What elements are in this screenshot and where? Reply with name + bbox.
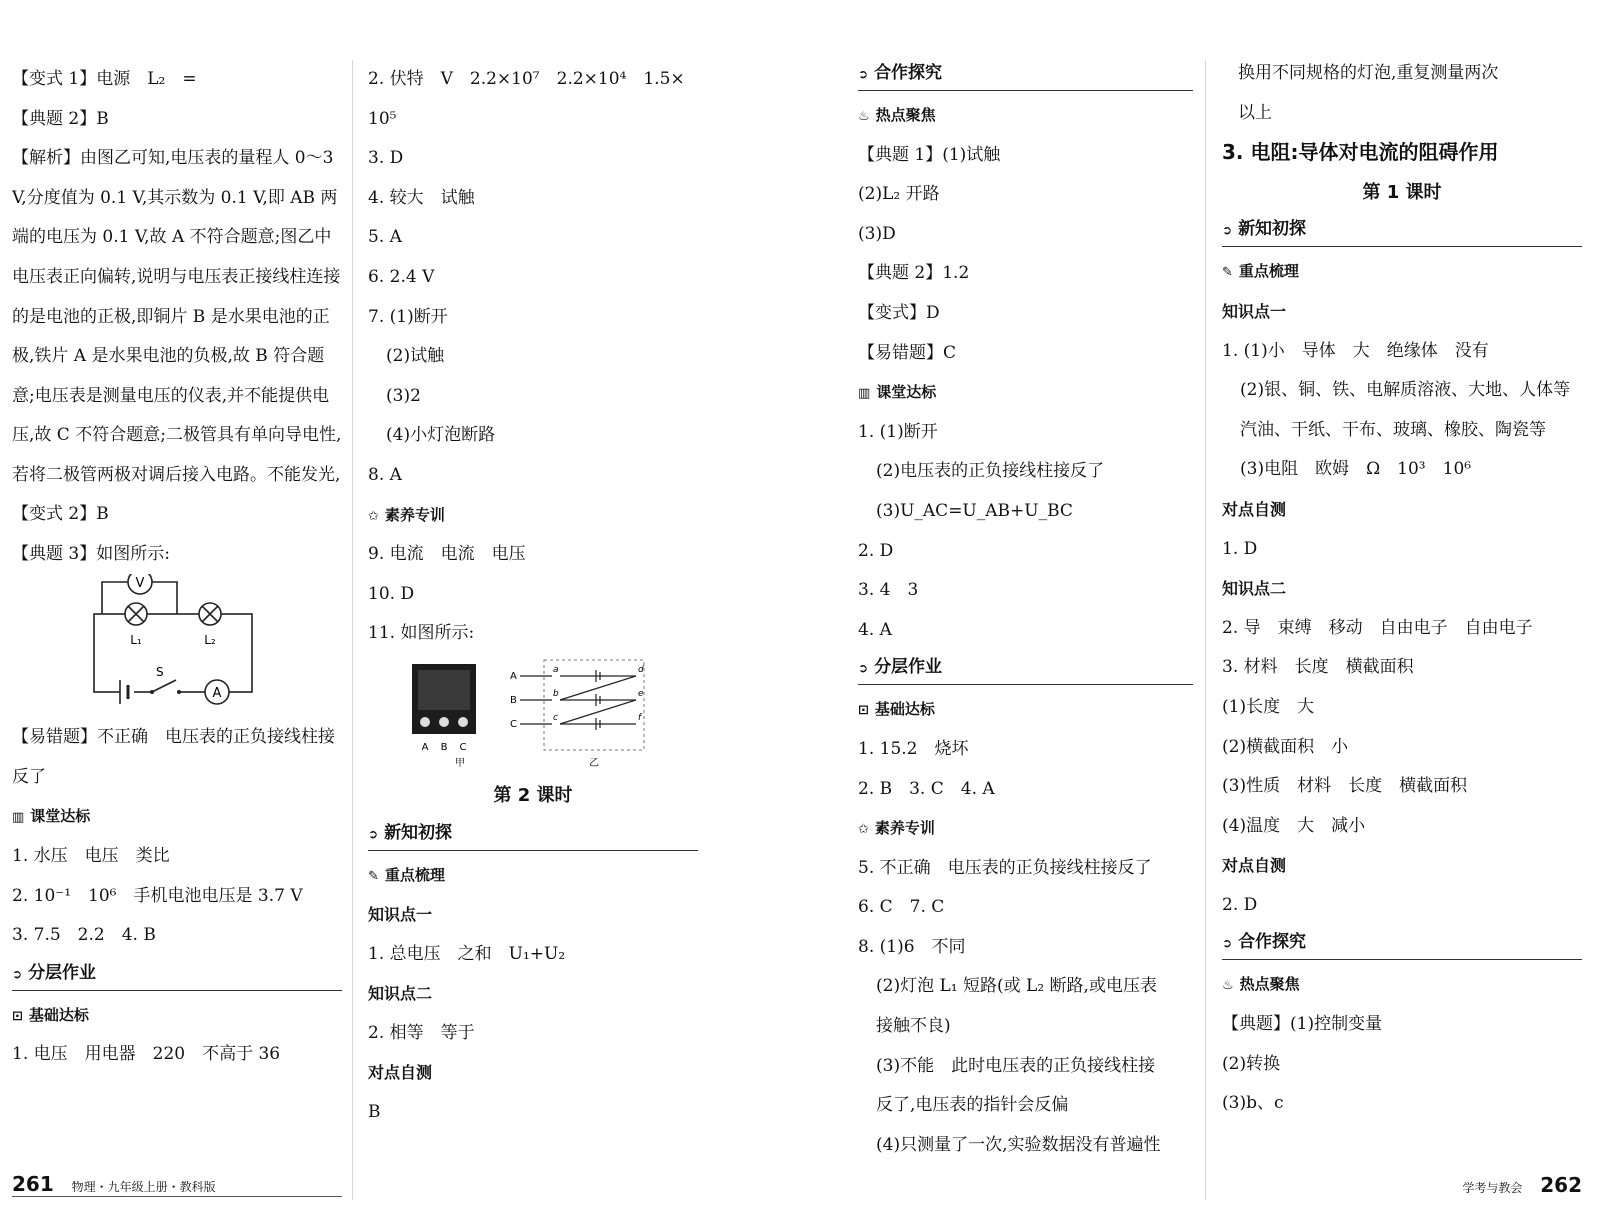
answer-line: (2)转换 xyxy=(1222,1053,1281,1074)
answer-line: 【典题 1】(1)试触 xyxy=(858,144,1001,165)
answer-line: 8. (1)6 不同 xyxy=(858,936,966,957)
node-d: d xyxy=(638,664,644,675)
analysis-paragraph: 【解析】由图乙可知,电压表的量程人 0～3 V,分度值为 0.1 V,其示数为 0.1 V,即 AB 两端的电压为 0.1 V,故 A 不符合题意;图乙中电压表正向偏转,说明与电压表正接线柱连接的是电池的正极,即铜片 B 是水果电池的正极,铁片 A 是水果电池的负极,故 B 符合题意;电压表是测量电压的仪表,并不能提供电压,故 C 不符合题意;二极管具有单向导电性,若将二极管两极对调后接入电路。不能发光, xyxy=(12,148,342,485)
circuit-diagram xyxy=(12,574,342,714)
column-divider xyxy=(352,60,353,1200)
answer-line: 以上 xyxy=(1238,102,1272,123)
terminal-b: B xyxy=(440,741,448,753)
self-test-label: 对点自测 xyxy=(368,1063,433,1083)
answer-line: (4)温度 大 减小 xyxy=(1222,815,1366,836)
answer-line: 1. D xyxy=(1222,538,1258,559)
column-divider xyxy=(1205,60,1206,1200)
answer-line: (4)小灯泡断路 xyxy=(386,425,496,446)
answer-line: 4. 较大 试触 xyxy=(368,187,475,208)
section-heading: ✎ 重点梳理 xyxy=(1222,262,1299,281)
answer-line: 10. D xyxy=(368,583,415,604)
answer-line: 【变式】D xyxy=(858,302,940,323)
footer-left xyxy=(12,1172,342,1197)
lamp-l2-label: L₂ xyxy=(204,633,216,648)
arrow-icon: ➲ xyxy=(12,966,23,981)
answer-line: 3. D xyxy=(368,148,404,169)
answer-line: (3)D xyxy=(858,223,896,244)
answer-line: (3)性质 材料 长度 横截面积 xyxy=(1222,776,1468,797)
section-heading: ▥ 课堂达标 xyxy=(858,383,937,402)
answer-line: 【易错题】C xyxy=(858,342,957,363)
node-f: f xyxy=(638,712,642,723)
knowledge-point-label: 知识点二 xyxy=(1222,579,1287,599)
answer-line: 【典题 2】1.2 xyxy=(858,263,970,284)
left-b: B xyxy=(510,694,517,706)
answer-line: 2. B 3. C 4. A xyxy=(858,778,995,799)
node-b: b xyxy=(553,688,559,699)
lock-icon: ⊡ xyxy=(12,1008,23,1024)
arrow-icon: ➲ xyxy=(858,67,869,81)
answer-line: (1)长度 大 xyxy=(1222,696,1315,717)
answer-line: 汽油、干纸、干布、玻璃、橡胶、陶瓷等 xyxy=(1240,419,1546,440)
answer-line: 【易错题】不正确 电压表的正负接线柱接反了 xyxy=(12,727,335,787)
section-header: ➲ 分层作业 xyxy=(858,650,1193,685)
arrow-icon: ➲ xyxy=(858,661,869,676)
answer-line: 1. 15.2 烧坏 xyxy=(858,738,969,759)
fig-label-jia: 甲 xyxy=(455,757,465,769)
lock-icon: ⊡ xyxy=(858,703,869,719)
answer-line: 【典题 3】如图所示: xyxy=(12,543,170,564)
answer-line: 7. (1)断开 xyxy=(368,306,448,327)
section-heading: ♨ 热点聚焦 xyxy=(1222,975,1300,994)
answer-line: 5. 不正确 电压表的正负接线柱接反了 xyxy=(858,857,1152,878)
self-test-label: 对点自测 xyxy=(1222,499,1287,519)
answer-line: (2)横截面积 小 xyxy=(1222,736,1349,757)
footer-book-title: 物理・九年级上册・教科版 xyxy=(71,1180,216,1194)
column-2 xyxy=(368,60,698,1133)
answer-line: 2. D xyxy=(858,540,894,561)
answer-line: (3)电阻 欧姆 Ω 10³ 10⁶ xyxy=(1240,459,1472,480)
answer-line: (4)只测量了一次,实验数据没有普遍性 xyxy=(876,1134,1161,1155)
section-header: ➲ 新知初探 xyxy=(368,816,698,851)
knowledge-point-label: 知识点一 xyxy=(1222,301,1287,321)
terminal-a: A xyxy=(421,741,429,753)
node-e: e xyxy=(638,688,644,699)
answer-line: 10⁵ xyxy=(368,108,397,129)
arrow-icon: ➲ xyxy=(1222,936,1233,951)
answer-line: 【变式 2】B xyxy=(12,504,109,525)
lamp-l1-label: L₁ xyxy=(130,633,142,648)
answer-line: 接触不良) xyxy=(876,1016,951,1037)
answer-line: 【典题】(1)控制变量 xyxy=(1222,1014,1383,1035)
answer-line: 2. D xyxy=(1222,894,1258,915)
section-heading: ✩ 素养专训 xyxy=(368,505,445,524)
voltmeter-label: V xyxy=(135,576,145,592)
answer-line: (3)U_AC=U_AB+U_BC xyxy=(876,500,1073,521)
section-heading: ⊡ 基础达标 xyxy=(858,700,935,719)
star-icon: ✩ xyxy=(368,508,379,524)
answer-line: 1. (1)断开 xyxy=(858,421,938,442)
pen-icon: ✎ xyxy=(368,868,379,884)
section-header: ➲ 新知初探 xyxy=(1222,212,1582,247)
knowledge-point-label: 知识点一 xyxy=(368,905,433,925)
answer-line: 5. A xyxy=(368,227,402,248)
section-heading: ⊡ 基础达标 xyxy=(12,1005,89,1024)
node-a: a xyxy=(553,664,559,675)
answer-line: 1. 水压 电压 类比 xyxy=(12,845,170,866)
self-test-label: 对点自测 xyxy=(1222,856,1287,876)
section-heading: ♨ 热点聚焦 xyxy=(858,106,936,124)
knowledge-point-label: 知识点二 xyxy=(368,984,433,1004)
answer-line: 【变式 1】电源 L₂ = xyxy=(12,69,197,89)
answer-line: (3)2 xyxy=(386,385,421,406)
ammeter-label: A xyxy=(212,686,222,702)
answer-line: 1. (1)小 导体 大 绝缘体 没有 xyxy=(1222,340,1489,361)
fig-label-yi: 乙 xyxy=(589,757,599,769)
answer-line: 2. 10⁻¹ 10⁶ 手机电池电压是 3.7 V xyxy=(12,885,303,906)
wiring-figure xyxy=(368,654,698,772)
page-number-right: 262 xyxy=(1540,1173,1582,1197)
answer-line: 8. A xyxy=(368,464,402,485)
section-heading: ✎ 重点梳理 xyxy=(368,865,445,884)
column-4 xyxy=(1222,54,1582,1124)
answer-line: 3. 材料 长度 横截面积 xyxy=(1222,657,1414,678)
arrow-icon: ➲ xyxy=(1222,223,1233,238)
node-c: c xyxy=(553,712,558,723)
section-heading: ✩ 素养专训 xyxy=(858,819,935,838)
answer-line: (2)L₂ 开路 xyxy=(858,184,940,205)
answer-line: 【典题 2】B xyxy=(12,108,109,129)
book-icon: ▥ xyxy=(858,386,871,402)
switch-label: S xyxy=(156,665,164,680)
answer-line: (3)b、c xyxy=(1222,1093,1284,1114)
terminal-c: C xyxy=(459,741,467,753)
section-header: ➲ 合作探究 xyxy=(858,56,1193,91)
chapter-title: 3. 电阻:导体对电流的阻碍作用 xyxy=(1222,140,1499,165)
answer-line: (2)银、铜、铁、电解质溶液、大地、人体等 xyxy=(1240,380,1571,401)
answer-line: (2)灯泡 L₁ 短路(或 L₂ 断路,或电压表 xyxy=(876,976,1157,997)
answer-line: 2. 伏特 V 2.2×10⁷ 2.2×10⁴ 1.5× xyxy=(368,69,685,89)
footer-right xyxy=(1462,1173,1582,1197)
answer-line: 换用不同规格的灯泡,重复测量两次 xyxy=(1238,63,1499,83)
star-icon: ✩ xyxy=(858,822,869,838)
fire-icon: ♨ xyxy=(858,109,870,124)
left-a: A xyxy=(510,670,517,682)
answer-line: (2)电压表的正负接线柱接反了 xyxy=(876,461,1105,482)
left-c: C xyxy=(510,718,517,730)
answer-line: 1. 总电压 之和 U₁+U₂ xyxy=(368,943,566,964)
answer-line: 6. 2.4 V xyxy=(368,266,435,287)
answer-line: 2. 相等 等于 xyxy=(368,1022,475,1043)
column-1 xyxy=(12,60,342,1075)
answer-line: 11. 如图所示: xyxy=(368,623,475,644)
column-3 xyxy=(858,56,1193,1165)
book-icon: ▥ xyxy=(12,810,25,826)
answer-line: 3. 4 3 xyxy=(858,580,919,601)
answer-line: 9. 电流 电流 电压 xyxy=(368,544,526,565)
answer-line: 6. C 7. C xyxy=(858,897,945,918)
section-header: ➲ 分层作业 xyxy=(12,956,342,991)
answer-line: 2. 导 束缚 移动 自由电子 自由电子 xyxy=(1222,617,1533,638)
answer-line: 反了,电压表的指针会反偏 xyxy=(876,1095,1069,1116)
section-header: ➲ 合作探究 xyxy=(1222,925,1582,960)
footer-series-title: 学考与教会 xyxy=(1462,1181,1523,1195)
answer-line: 3. 7.5 2.2 4. B xyxy=(12,925,156,946)
pen-icon: ✎ xyxy=(1222,265,1233,281)
arrow-icon: ➲ xyxy=(368,826,379,841)
answer-line: 1. 电压 用电器 220 不高于 36 xyxy=(12,1044,281,1065)
lesson-title: 第 1 课时 xyxy=(1362,181,1442,203)
fire-icon: ♨ xyxy=(1222,978,1234,994)
section-heading: ▥ 课堂达标 xyxy=(12,807,91,826)
answer-line: (2)试触 xyxy=(386,346,445,367)
answer-line: B xyxy=(368,1102,381,1123)
page-number-left: 261 xyxy=(12,1172,54,1196)
lesson-title: 第 2 课时 xyxy=(493,784,573,806)
answer-line: (3)不能 此时电压表的正负接线柱接 xyxy=(876,1055,1156,1076)
answer-line: 4. A xyxy=(858,619,892,640)
